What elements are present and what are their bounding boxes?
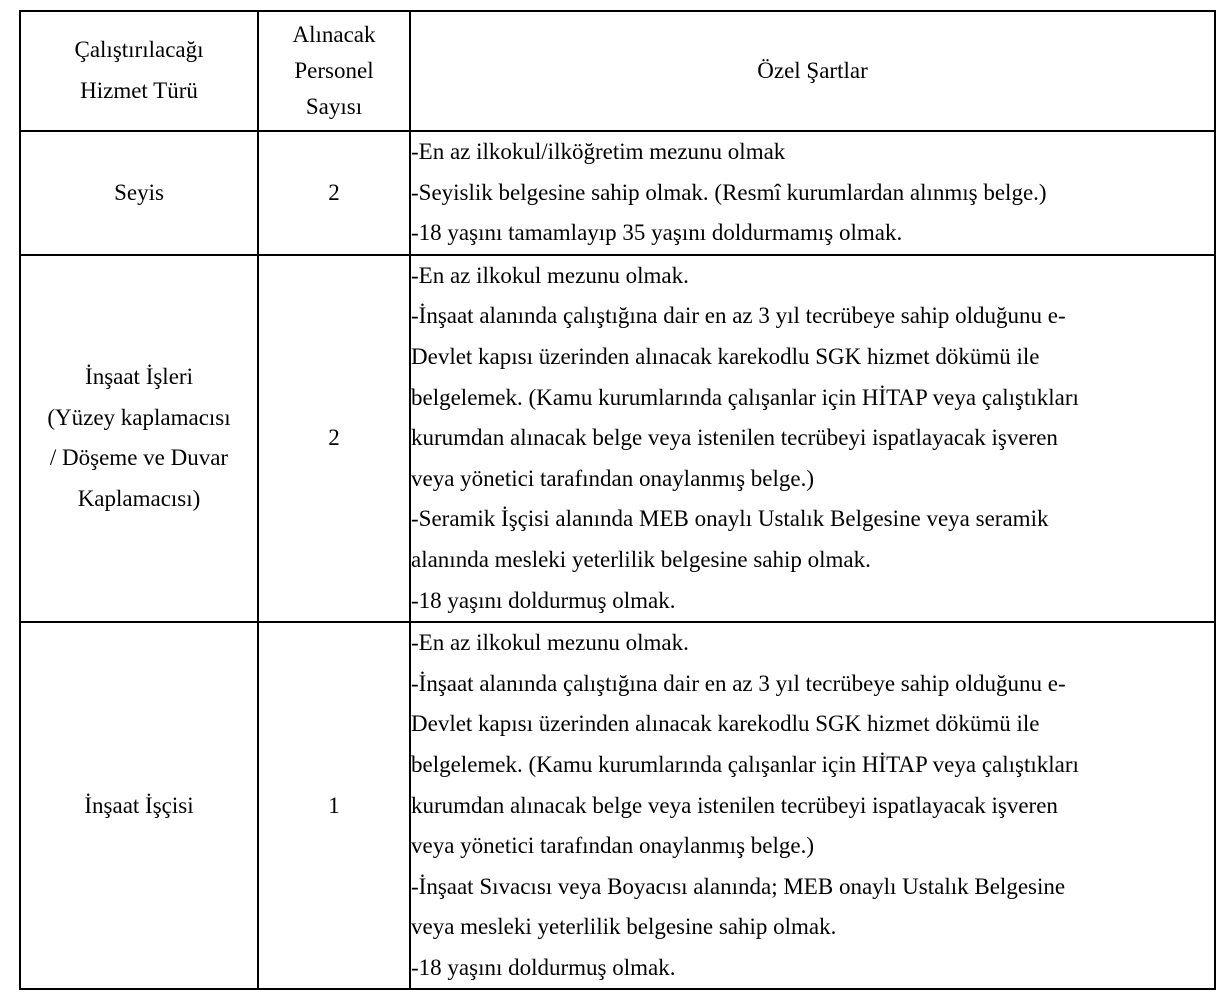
header-personnel-count [258, 11, 410, 131]
header-service-type-line: Hizmet Türü [80, 78, 198, 103]
condition-line: -En az ilkokul mezunu olmak. [411, 630, 689, 656]
service-type-line: / Döşeme ve Duvar [49, 445, 229, 471]
service-type-line: (Yüzey kaplamacısı [47, 404, 231, 430]
header-service-type-line: Çalıştırılacağı [74, 37, 204, 63]
personnel-count-value: 1 [328, 792, 340, 818]
personnel-count-value: 2 [328, 179, 340, 205]
condition-line: Devlet kapısı üzerinden alınacak karekodlu SGK hizmet dökümü ile [411, 343, 1040, 369]
condition-line: -İnşaat alanında çalıştığına dair en az 3 yıl tecrübeye sahip olduğunu e- [411, 670, 1066, 696]
service-type-line: İnşaat İşçisi [84, 792, 194, 818]
condition-line: -İnşaat alanında çalıştığına dair en az 3 yıl tecrübeye sahip olduğunu e- [411, 303, 1066, 329]
condition-line: -18 yaşını doldurmuş olmak. [411, 587, 676, 613]
condition-line: -En az ilkokul/ilköğretim mezunu olmak [411, 139, 786, 164]
conditions-cell [410, 622, 1215, 989]
conditions-cell [410, 131, 1215, 255]
service-type-line: Seyis [114, 179, 164, 205]
table-row [20, 255, 1215, 622]
header-special-conditions-label: Özel Şartlar [757, 57, 868, 83]
condition-line: -Seramik İşçisi alanında MEB onaylı Ustalık Belgesine veya seramik [411, 506, 1049, 532]
conditions-cell [410, 255, 1215, 622]
condition-line: -18 yaşını tamamlayıp 35 yaşını doldurmamış olmak. [411, 220, 903, 246]
personnel-count-value: 2 [328, 425, 340, 451]
condition-line: alanında mesleki yeterlilik belgesine sahip olmak. [411, 546, 871, 572]
condition-line: Devlet kapısı üzerinden alınacak karekodlu SGK hizmet dökümü ile [411, 711, 1040, 737]
service-type-cell [20, 255, 258, 622]
personnel-count-cell [258, 622, 410, 989]
condition-line: veya yönetici tarafından onaylanmış belge.) [411, 465, 814, 491]
service-type-line: İnşaat İşleri [85, 364, 193, 390]
condition-line: belgelemek. (Kamu kurumlarında çalışanlar için HİTAP veya çalıştıkları [411, 384, 1079, 410]
table-row [20, 622, 1215, 989]
table-row [20, 131, 1215, 255]
condition-line: -18 yaşını doldurmuş olmak. [411, 954, 676, 980]
personnel-count-cell [258, 255, 410, 622]
header-service-type [20, 11, 258, 131]
condition-line: -En az ilkokul mezunu olmak. [411, 262, 689, 288]
condition-line: veya yönetici tarafından onaylanmış belge.) [411, 833, 814, 859]
header-personnel-count-line: Sayısı [305, 94, 363, 119]
condition-line: -Seyislik belgesine sahip olmak. (Resmî kurumlardan alınmış belge.) [411, 179, 1047, 205]
table-header-row [20, 11, 1215, 131]
condition-line: veya mesleki yeterlilik belgesine sahip olmak. [411, 914, 837, 940]
condition-line: belgelemek. (Kamu kurumlarında çalışanlar için HİTAP veya çalıştıkları [411, 751, 1079, 777]
service-type-cell [20, 622, 258, 989]
header-special-conditions [410, 11, 1215, 131]
condition-line: -İnşaat Sıvacısı veya Boyacısı alanında; MEB onaylı Ustalık Belgesine [411, 873, 1066, 899]
personnel-requirements-table [19, 10, 1216, 990]
service-type-line: Kaplamacısı) [77, 486, 201, 512]
condition-line: kurumdan alınacak belge veya istenilen tecrübeyi ispatlayacak işveren [411, 792, 1058, 818]
personnel-count-cell [258, 131, 410, 255]
header-personnel-count-line: Alınacak [292, 22, 376, 47]
condition-line: kurumdan alınacak belge veya istenilen tecrübeyi ispatlayacak işveren [411, 425, 1058, 451]
service-type-cell [20, 131, 258, 255]
header-personnel-count-line: Personel [294, 58, 374, 83]
